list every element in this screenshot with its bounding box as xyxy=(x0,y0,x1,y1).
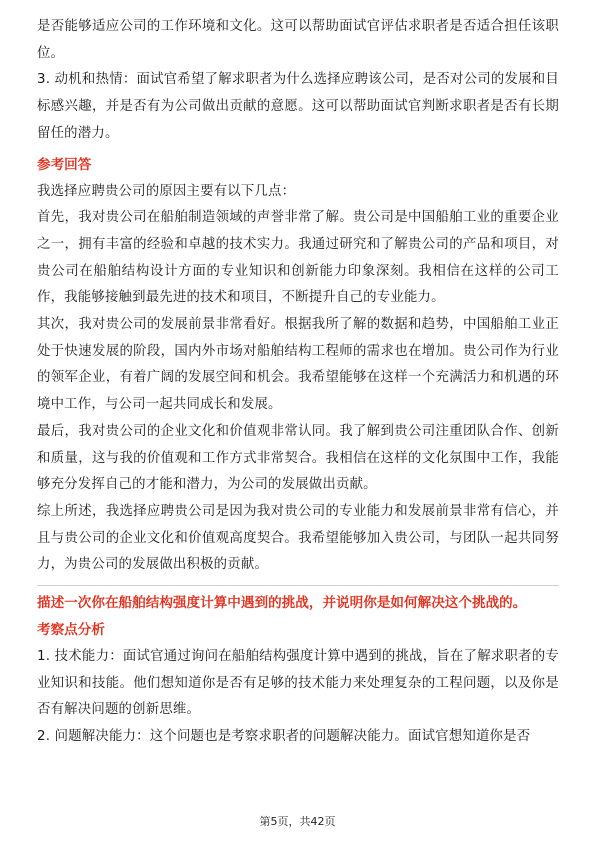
section-divider xyxy=(37,585,559,586)
answer-paragraph-2: 其次，我对贵公司的发展前景非常看好。根据我所了解的数据和趋势，中国船舶工业正处于快速发展的阶段，国内外市场对船舶结构工程师的需求也在增加。贵公司作为行业的领军企业，有着广阔的发展空间和机会。我希望能够在这样一个充满活力和机遇的环境中工作，与公司一起共同成长和发展。 xyxy=(37,317,559,413)
analysis-point-1: 1. 技术能力：面试官通过询问在船舶结构强度计算中遇到的挑战，旨在了解求职者的专业知识和技能。他们想知道你是否有足够的技术能力来处理复杂的工程问题，以及你是否有解决问题的创新思维。 xyxy=(37,649,559,718)
question-title: 描述一次你在船舶结构强度计算中遇到的挑战，并说明你是如何解决这个挑战的。 xyxy=(37,595,527,612)
intro-paragraph: 是否能够适应公司的工作环境和文化。这可以帮助面试官评估求职者是否适合担任该职位。 xyxy=(37,19,559,61)
analysis-point-2: 2. 问题解决能力：这个问题也是考察求职者的问题解决能力。面试官想知道你是否 xyxy=(37,729,531,745)
answer-paragraph-4: 综上所述，我选择应聘贵公司是因为我对贵公司的专业能力和发展前景非常有信心，并且与贵公司的企业文化和价值观高度契合。我希望能够加入贵公司，与团队一起共同努力，为贵公司的发展做出积极的贡献。 xyxy=(37,503,559,573)
answer-lead: 我选择应聘贵公司的原因主要有以下几点： xyxy=(37,183,296,199)
motivation-point: 3. 动机和热情：面试官希望了解求职者为什么选择应聘该公司，是否对公司的发展和目标感兴趣，并是否有为公司做出贡献的意愿。这可以帮助面试官判断求职者是否有长期留任的潜力。 xyxy=(37,72,559,141)
answer-paragraph-1: 首先，我对贵公司在船舶制造领域的声誉非常了解。贵公司是中国船舶工业的重要企业之一，拥有丰富的经验和卓越的技术实力。我通过研究和了解贵公司的产品和项目，对贵公司在船舶结构设计方面的专业知识和创新能力印象深刻。我相信在这样的公司工作，我能够接触到最先进的技术和项目，不断提升自己的专业能力。 xyxy=(37,210,559,306)
reference-answer-heading: 参考回答 xyxy=(37,156,92,173)
page-number: 第5页，共42页 xyxy=(259,815,336,828)
analysis-heading: 考察点分析 xyxy=(37,622,105,639)
answer-paragraph-3: 最后，我对贵公司的企业文化和价值观非常认同。我了解到贵公司注重团队合作、创新和质量，这与我的价值观和工作方式非常契合。我相信在这样的文化氛围中工作，我能够充分发挥自己的才能和潜力，为公司的发展做出贡献。 xyxy=(37,423,559,493)
document-page xyxy=(37,14,559,751)
